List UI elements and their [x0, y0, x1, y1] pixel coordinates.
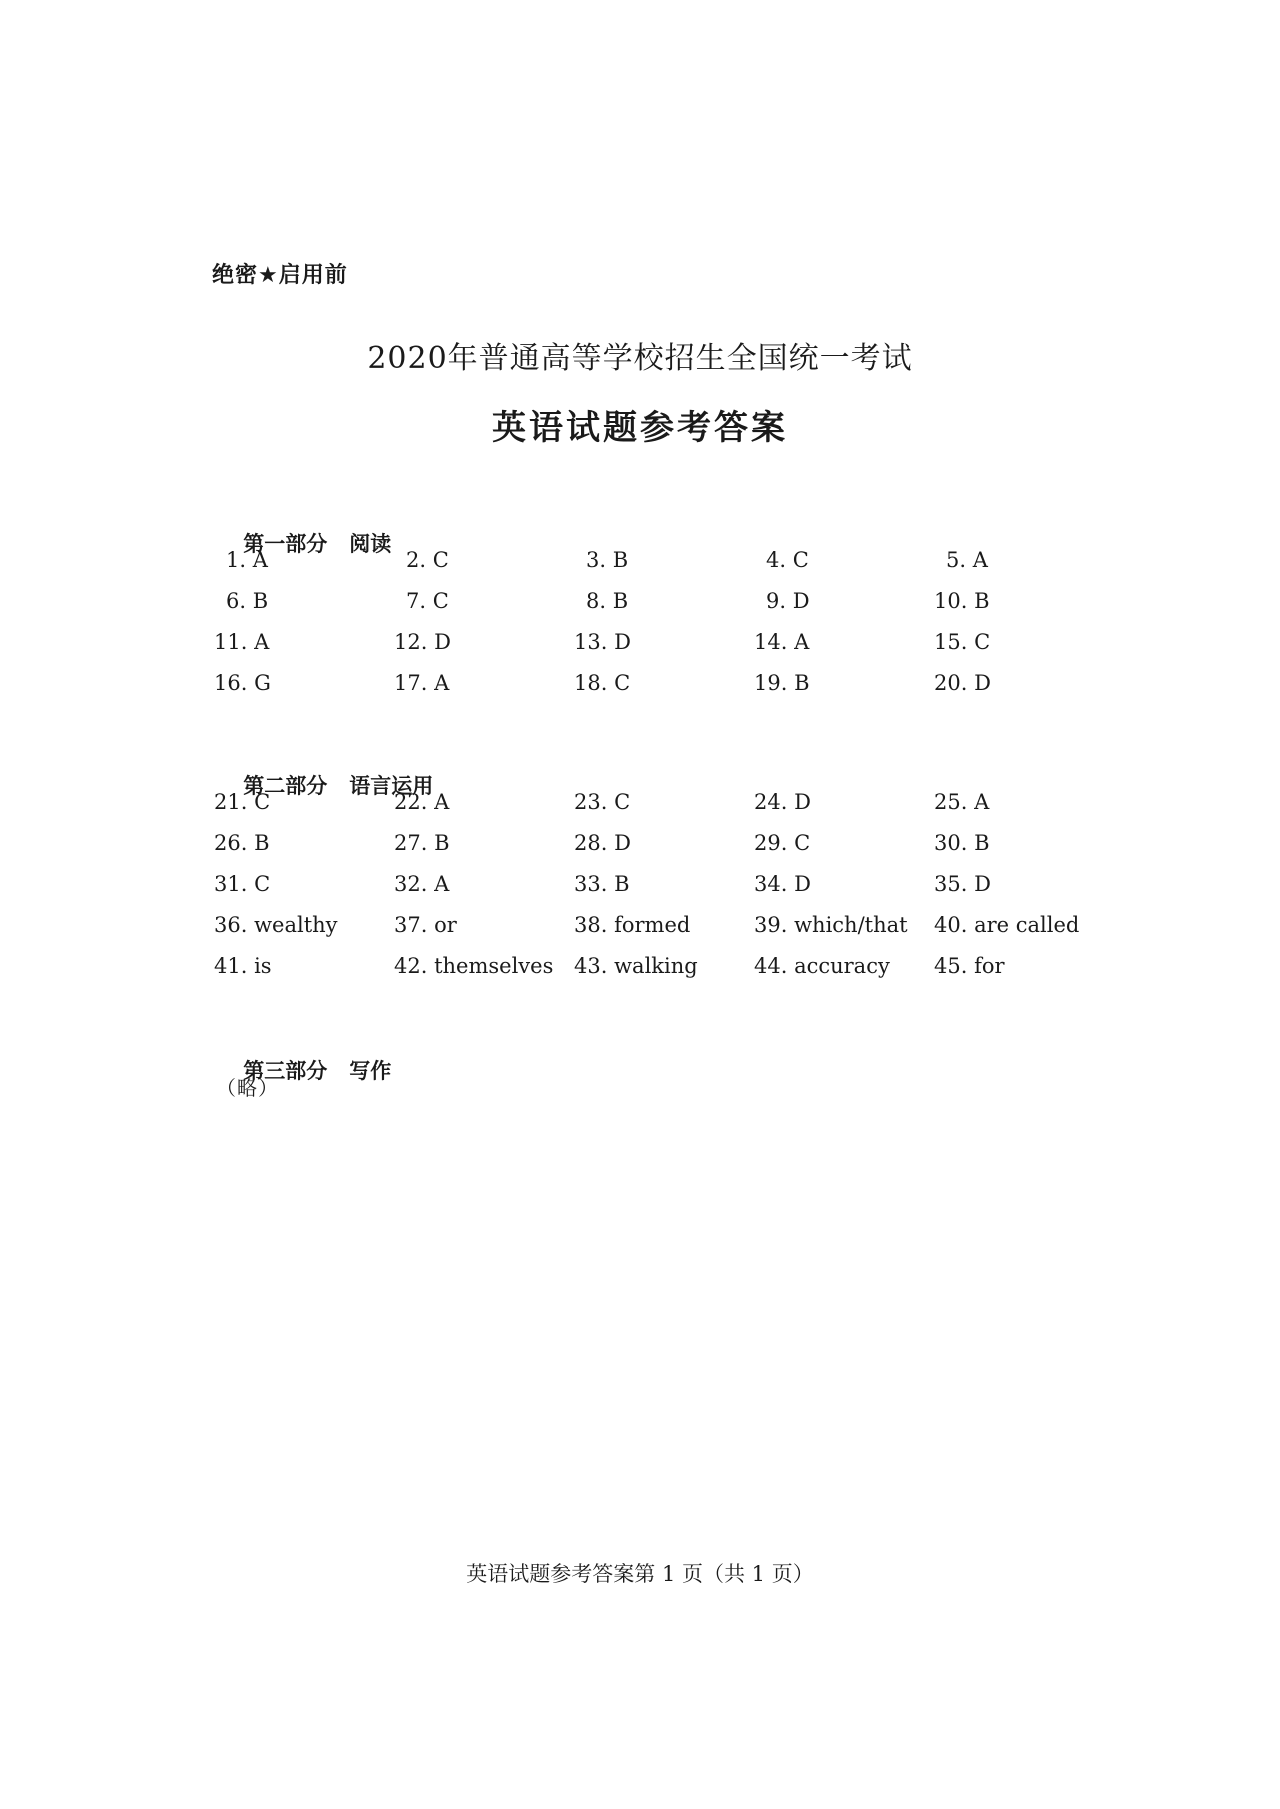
answer-item: 21. C: [214, 790, 271, 814]
section-name-label: 写作: [349, 1059, 392, 1083]
answer-item: 36. wealthy: [214, 913, 338, 937]
section-part-label: 第一部分: [243, 532, 328, 556]
answer-item: 41. is: [214, 954, 272, 978]
answer-item: 4. C: [766, 548, 809, 572]
answer-item: 10. B: [934, 589, 990, 613]
answer-item: 6. B: [226, 589, 269, 613]
answer-item: 34. D: [754, 872, 811, 896]
answer-item: 13. D: [574, 630, 631, 654]
answer-item: 32. A: [394, 872, 450, 896]
answer-item: 33. B: [574, 872, 630, 896]
answer-item: 1. A: [226, 548, 268, 572]
section-part-label: 第三部分: [243, 1059, 328, 1083]
answer-item: 42. themselves: [394, 954, 554, 978]
section-name-label: 阅读: [349, 532, 392, 556]
answer-item: 7. C: [406, 589, 449, 613]
classification-label: 绝密★启用前: [212, 263, 348, 288]
answer-item: 2. C: [406, 548, 449, 572]
page-footer: 英语试题参考答案第 1 页（共 1 页）: [466, 1562, 814, 1586]
answer-item: 11. A: [214, 630, 270, 654]
answer-item: 44. accuracy: [754, 954, 890, 978]
answer-item: 24. D: [754, 790, 811, 814]
answer-item: 17. A: [394, 671, 450, 695]
answer-item: 43. walking: [574, 954, 698, 978]
writing-note: （略）: [216, 1076, 279, 1100]
answer-item: 39. which/that: [754, 913, 908, 937]
answer-item: 31. C: [214, 872, 271, 896]
answer-item: 5. A: [946, 548, 988, 572]
answer-item: 22. A: [394, 790, 450, 814]
answer-item: 20. D: [934, 671, 991, 695]
section-name-label: 语言运用: [349, 774, 434, 798]
section-part-label: 第二部分: [243, 774, 328, 798]
answer-item: 25. A: [934, 790, 990, 814]
answer-item: 26. B: [214, 831, 270, 855]
exam-title: 2020年普通高等学校招生全国统一考试: [367, 341, 913, 376]
answer-item: 3. B: [586, 548, 629, 572]
answer-item: 30. B: [934, 831, 990, 855]
answer-item: 38. formed: [574, 913, 691, 937]
answer-item: 27. B: [394, 831, 450, 855]
answer-item: 40. are called: [934, 913, 1080, 937]
answer-item: 14. A: [754, 630, 810, 654]
answer-item: 8. B: [586, 589, 629, 613]
answer-item: 15. C: [934, 630, 991, 654]
answer-item: 23. C: [574, 790, 631, 814]
answer-item: 29. C: [754, 831, 811, 855]
answer-item: 45. for: [934, 954, 1005, 978]
answer-item: 18. C: [574, 671, 631, 695]
answer-grid-language-use: [214, 782, 1114, 987]
answer-item: 16. G: [214, 671, 271, 695]
answer-grid-reading: [214, 540, 1114, 704]
exam-subtitle: 英语试题参考答案: [492, 408, 788, 448]
answer-item: 37. or: [394, 913, 457, 937]
answer-item: 12. D: [394, 630, 451, 654]
answer-item: 28. D: [574, 831, 631, 855]
answer-item: 9. D: [766, 589, 810, 613]
answer-item: 35. D: [934, 872, 991, 896]
answer-item: 19. B: [754, 671, 810, 695]
